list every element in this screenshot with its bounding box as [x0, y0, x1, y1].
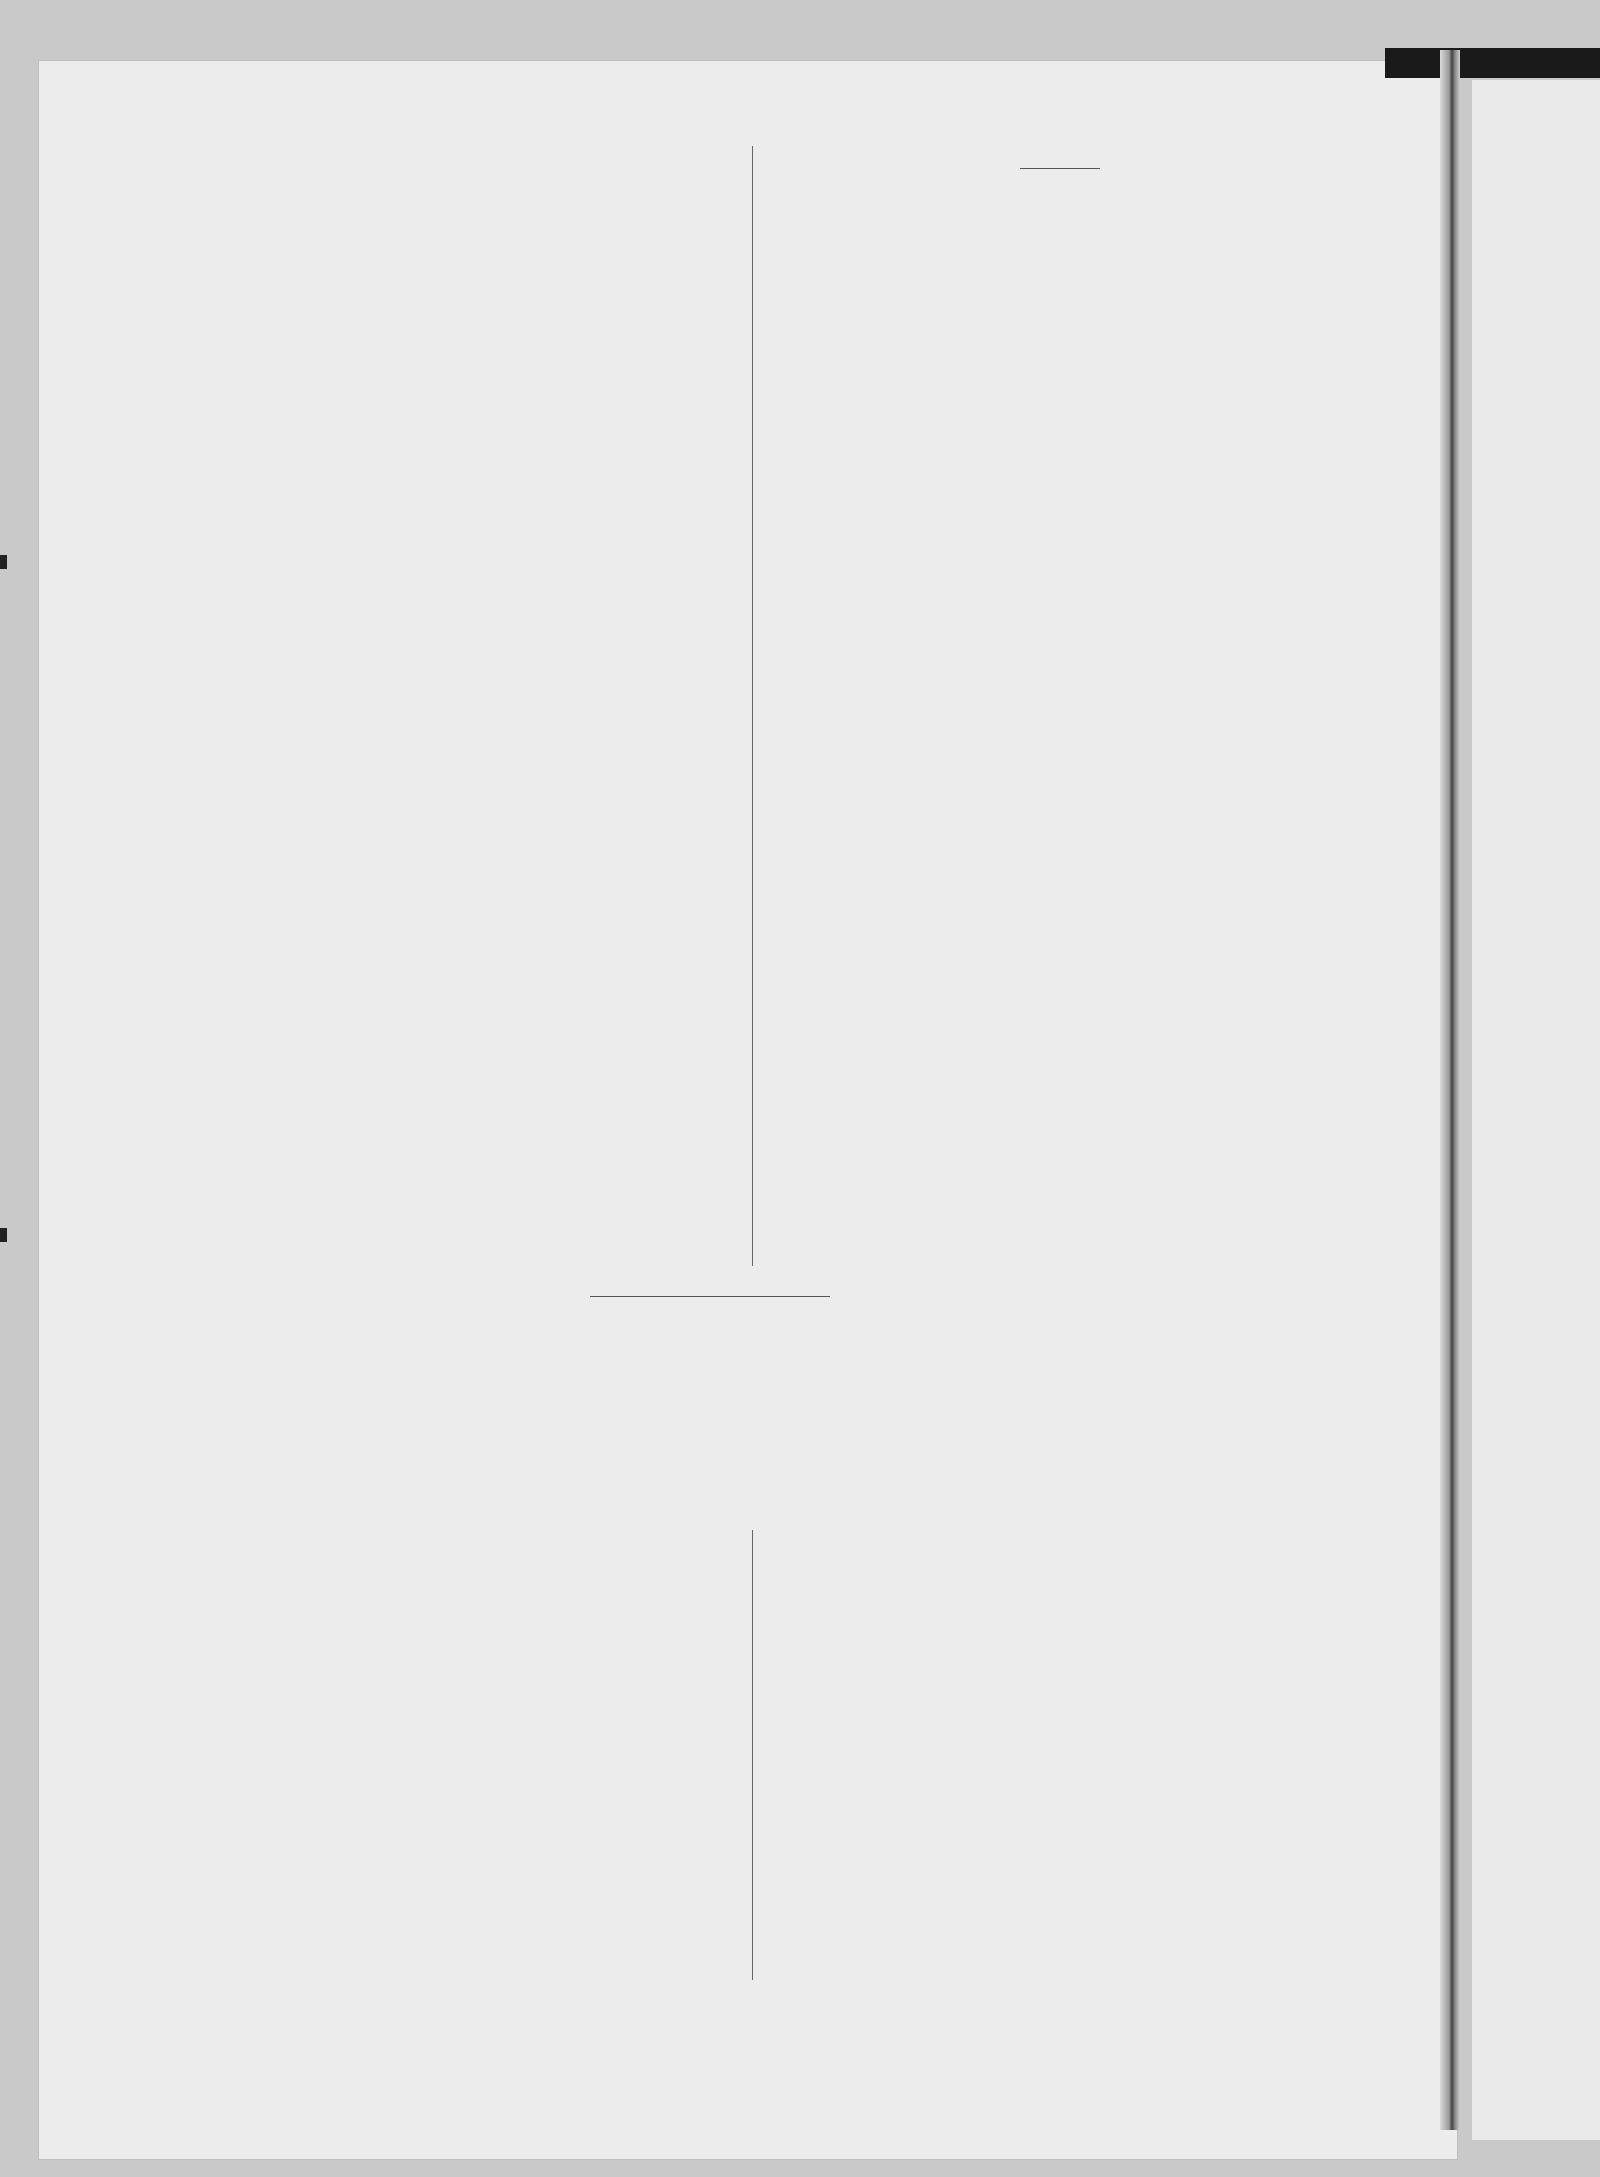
- scan-edge-mark: [0, 1228, 7, 1242]
- scan-black-bar: [1385, 48, 1600, 78]
- short-divider: [1020, 168, 1100, 169]
- book-gutter: [1440, 50, 1460, 2130]
- section-a-right-column: [764, 1526, 1356, 1546]
- scan-edge-mark: [0, 555, 7, 569]
- column-divider: [752, 146, 753, 1266]
- next-page-fragment: [1472, 80, 1600, 2140]
- column-divider-lower: [752, 1530, 753, 1980]
- page-sheet: [38, 60, 1458, 2160]
- section-a-left-column: [157, 1562, 741, 1565]
- right-column: [764, 146, 1356, 187]
- left-column: [157, 146, 741, 155]
- section-divider: [590, 1296, 830, 1297]
